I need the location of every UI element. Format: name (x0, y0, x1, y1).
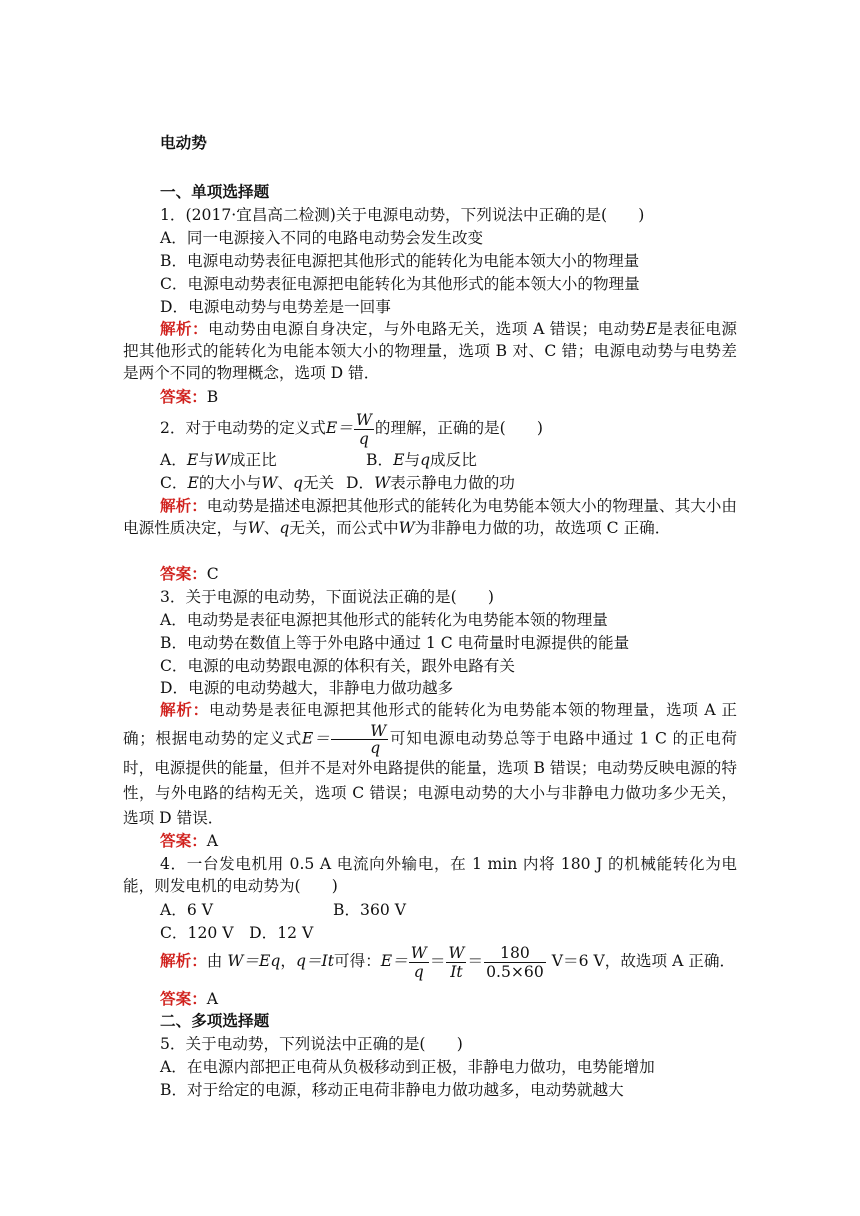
q1-analysis-text-2: 是表征电源把其他形式的能转化为电能本领大小的物理量，选项 B 对、C 错；电源电动势与电势差是两个不同的物理概念，选项 D 错． (123, 320, 737, 382)
analysis-label: 解析： (160, 951, 207, 970)
q1-option-d: D．电源电动势与电势差是一回事 (160, 298, 391, 316)
fraction-w-over-q: $\frac{W}{q}$ (331, 723, 388, 756)
fraction-w-over-q: $\frac{W}{q}$ (410, 943, 427, 981)
q3-option-b: B．电动势在数值上等于外电路中通过 1 C 电荷量时电源提供的能量 (160, 634, 630, 652)
q2-option-c: C．E的大小与W、q无关 (160, 474, 335, 492)
fraction-denominator: q (358, 429, 369, 448)
analysis-label: 解析： (160, 496, 207, 515)
formula-lhs: E＝ (325, 419, 353, 437)
section-heading-multi-choice: 二、多项选择题 (160, 1011, 270, 1030)
q2-stem (160, 410, 543, 448)
q3-analysis: 解析：电动势是表征电源把其他形式的能转化为电势能本领的物理量，选项 A 正确；根据电动势的定义式E＝ $\frac{W}{q}$ 可知电源电动势总等于电路中通过 1 C 的正电荷时，电源提供的能量，但并不是对外电路提供的能量，选项 B 错误；电动势反映电源的特性，与外电路的结构无关，选项 C 错误；电源电动势的大小与非静电力做功多少无关，选项 D 错误． (123, 700, 737, 827)
answer-label: 答案： (160, 831, 207, 850)
q1-stem: 1．(2017·宜昌高二检测)关于电源电动势，下列说法中正确的是( ) (160, 206, 645, 224)
q4-answer-value: A (206, 990, 219, 1008)
q1-answer (160, 386, 218, 408)
q3-answer-value: A (206, 832, 219, 850)
q4-option-b: B．360 V (333, 901, 407, 919)
q4-option-cd: C．120 V D．12 V (160, 924, 314, 942)
section-heading-single-choice: 一、单项选择题 (160, 182, 270, 201)
q2-option-d: D．W表示静电力做的功 (346, 474, 515, 492)
q3-option-a: A．电动势是表征电源把其他形式的能转化为电势能本领的物理量 (160, 611, 608, 629)
q2-analysis: 解析：电动势是描述电源把其他形式的能转化为电势能本领大小的物理量、其大小由电源性质决定，与W、q无关，而公式中W为非静电力做的功，故选项 C 正确． (123, 496, 737, 537)
q3-stem: 3．关于电源的电动势，下面说法正确的是( ) (160, 588, 494, 606)
q3-option-d: D．电源的电动势越大，非静电力做功越多 (160, 679, 454, 697)
analysis-label: 解析： (160, 700, 209, 719)
q1-analysis-text: 电动势由电源自身决定，与外电路无关，选项 A 错误；电动势 (207, 320, 646, 338)
q3-answer (160, 830, 218, 852)
q3-option-c: C．电源的电动势跟电源的体积有关，跟外电路有关 (160, 657, 515, 675)
q1-option-c: C．电源电动势表征电源把电能转化为其他形式的能本领大小的物理量 (160, 275, 640, 293)
q2-option-a: A．E与W成正比 (160, 451, 277, 469)
page-title: 电动势 (160, 133, 207, 152)
fraction-180-over-30: $\frac{180}{0.5\times 60}$ (486, 943, 544, 981)
q2-option-b: B．E与q成反比 (366, 451, 477, 469)
q5-option-a: A．在电源内部把正电荷从负极移动到正极，非静电力做功，电势能增加 (160, 1058, 655, 1076)
q4-stem: 4．一台发电机用 0.5 A 电流向外输电，在 1 min 内将 180 J 的机械能转化为电能，则发电机的电动势为( ) (123, 855, 737, 895)
q5-stem: 5．关于电动势，下列说法中正确的是( ) (160, 1035, 463, 1053)
answer-label: 答案： (160, 989, 207, 1008)
analysis-label: 解析： (160, 319, 208, 338)
fraction-numerator: W (355, 410, 372, 429)
q4-analysis: 解析：由 W＝Eq，q＝It可得：E＝ $\frac{W}{q}$ ＝ $\frac{W}{It}$ ＝ $\frac{180}{0.5\times 60}$ V＝6 V，故选项 A 正确． (160, 943, 736, 981)
answer-label: 答案： (160, 387, 207, 406)
q1-option-b: B．电源电动势表征电源把其他形式的能转化为电能本领大小的物理量 (160, 252, 640, 270)
q4-option-a: A．6 V (160, 901, 213, 919)
q2-stem-text-2: 的理解，正确的是( ) (374, 419, 543, 437)
var-e: E (645, 320, 658, 338)
fraction-w-over-it: $\frac{W}{It}$ (448, 943, 465, 981)
q1-analysis (123, 318, 737, 384)
q2-answer-value: C (206, 565, 219, 583)
fraction-w-over-q (354, 411, 374, 448)
answer-label: 答案： (160, 564, 207, 583)
q1-answer-value: B (206, 388, 219, 406)
q4-answer (160, 988, 218, 1010)
q2-stem-text: 2．对于电动势的定义式 (160, 419, 326, 437)
q1-option-a: A．同一电源接入不同的电路电动势会发生改变 (160, 229, 484, 247)
q2-answer (160, 563, 219, 585)
q5-option-b: B．对于给定的电源，移动正电荷非静电力做功越多，电动势就越大 (160, 1081, 624, 1099)
